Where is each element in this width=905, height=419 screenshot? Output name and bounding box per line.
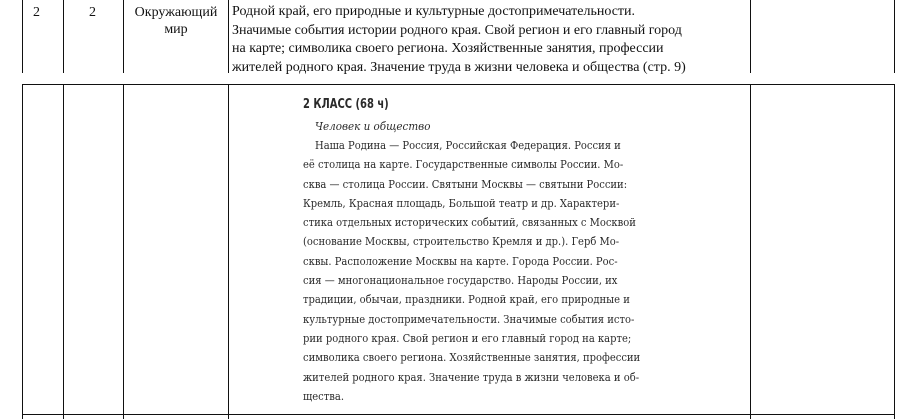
lesson-number-cell: 2	[89, 5, 96, 20]
scan-line: сия — многонациональное государство. Народы России, их	[303, 273, 618, 288]
scan-line: стика отдельных исторических событий, связанных с Москвой	[303, 215, 636, 230]
table-border	[750, 84, 751, 419]
scan-title: 2 КЛАСС (68 ч)	[303, 97, 389, 112]
table-border	[894, 0, 895, 73]
table-border	[123, 84, 124, 419]
subject-cell	[124, 4, 228, 38]
table-border	[63, 84, 64, 419]
subject-line: мир	[164, 22, 188, 37]
table-border	[228, 84, 229, 419]
description-line: Родной край, его природные и культурные достопримечательности.	[232, 4, 636, 19]
scan-line: символика своего региона. Хозяйственные занятия, профессии	[303, 350, 641, 365]
scan-line: традиции, обычаи, праздники. Родной край, его природные и	[303, 292, 630, 307]
scan-line: Кремль, Красная площадь, Большой театр и др. Характери-	[303, 195, 620, 210]
scan-subtitle: Человек и общество	[315, 119, 431, 133]
subject-line: Окружающий	[134, 5, 218, 20]
scan-line: сква — столица России. Святыни Москвы — святыни России:	[303, 176, 628, 191]
scan-line: её столица на карте. Государственные символы России. Мо-	[303, 157, 624, 172]
table-border	[894, 84, 895, 419]
table-border	[228, 0, 229, 73]
scan-line: щества.	[303, 388, 344, 403]
table-border	[63, 0, 64, 73]
description-cell	[232, 3, 752, 77]
description-line: Значимые события истории родного края. Свой регион и его главный город	[232, 22, 682, 38]
scan-line: (основание Москвы, строительство Кремля и др.). Герб Мо-	[303, 234, 620, 249]
scanned-excerpt	[303, 95, 693, 406]
scan-line: Наша Родина — Россия, Российская Федерация. Россия и	[315, 138, 621, 152]
table-border	[22, 0, 23, 73]
description-line: жителей родного края. Значение труда в жизни человека и общества (стр. 9)	[232, 59, 686, 75]
description-line: на карте; символика своего региона. Хозяйственные занятия, профессии	[232, 41, 664, 56]
scan-line: сквы. Расположение Москвы на карте. Города России. Рос-	[303, 253, 618, 268]
scan-line: культурные достопримечательности. Значимые события исто-	[303, 311, 635, 326]
table-border	[22, 414, 895, 415]
scan-body	[303, 136, 693, 406]
scan-line: жителей родного края. Значение труда в жизни человека и об-	[303, 369, 640, 384]
row-number-cell: 2	[33, 5, 40, 20]
table-border	[22, 84, 23, 419]
scan-line: рии родного края. Свой регион и его главный город на карте;	[303, 330, 632, 345]
table-border	[22, 84, 895, 85]
